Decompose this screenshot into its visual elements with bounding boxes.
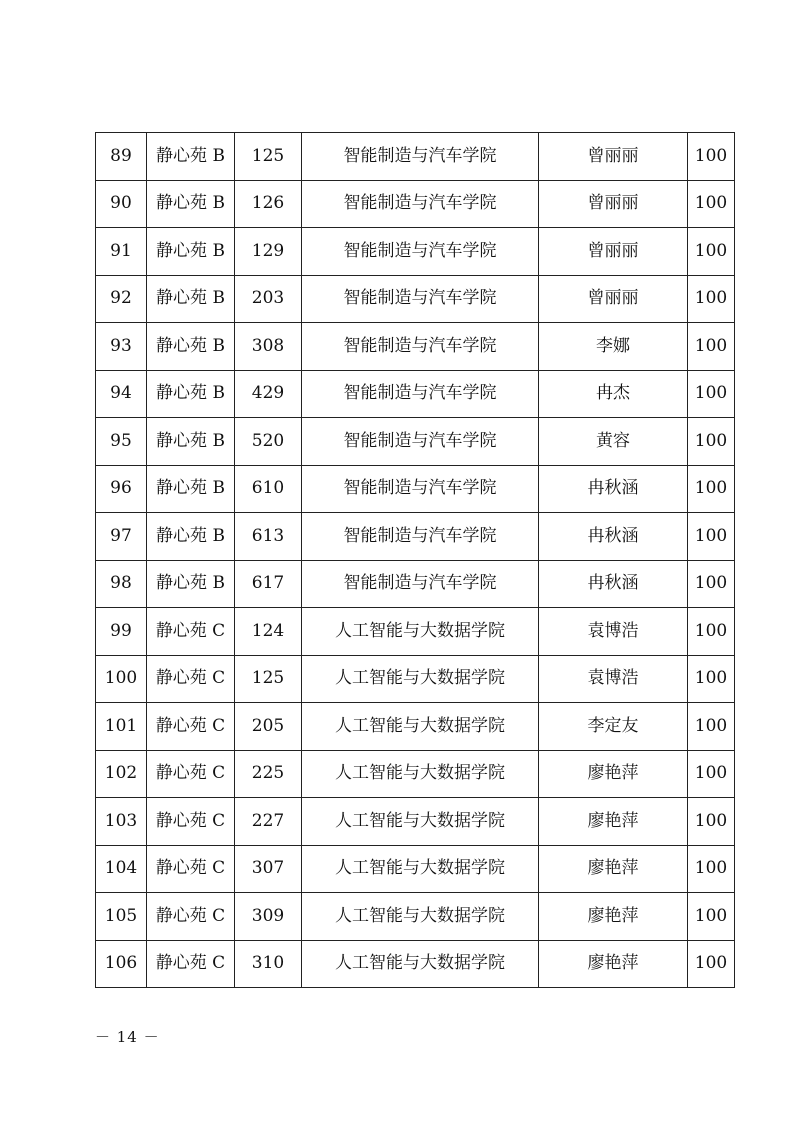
room-number-cell: 203 — [235, 275, 302, 323]
table-row — [96, 465, 735, 513]
row-number-cell: 105 — [96, 893, 147, 941]
teacher-cell: 冉秋涵 — [539, 560, 688, 608]
table-row — [96, 323, 735, 371]
row-number-cell: 106 — [96, 940, 147, 988]
row-number-cell: 93 — [96, 323, 147, 371]
teacher-cell: 李定友 — [539, 703, 688, 751]
table-body — [96, 133, 735, 988]
score-cell: 100 — [688, 275, 735, 323]
college-cell: 智能制造与汽车学院 — [302, 133, 539, 181]
score-cell: 100 — [688, 418, 735, 466]
building-cell: 静心苑 B — [147, 133, 235, 181]
page-number: － 14 － — [95, 1028, 160, 1046]
score-cell: 100 — [688, 845, 735, 893]
college-cell: 人工智能与大数据学院 — [302, 608, 539, 656]
score-cell: 100 — [688, 560, 735, 608]
table-row — [96, 275, 735, 323]
row-number-cell: 101 — [96, 703, 147, 751]
row-number-cell: 94 — [96, 370, 147, 418]
table-row — [96, 940, 735, 988]
college-cell: 人工智能与大数据学院 — [302, 845, 539, 893]
building-cell: 静心苑 C — [147, 798, 235, 846]
room-number-cell: 309 — [235, 893, 302, 941]
score-cell: 100 — [688, 323, 735, 371]
building-cell: 静心苑 B — [147, 370, 235, 418]
room-number-cell: 205 — [235, 703, 302, 751]
room-number-cell: 225 — [235, 750, 302, 798]
table-row — [96, 655, 735, 703]
building-cell: 静心苑 C — [147, 750, 235, 798]
row-number-cell: 103 — [96, 798, 147, 846]
college-cell: 智能制造与汽车学院 — [302, 418, 539, 466]
row-number-cell: 90 — [96, 180, 147, 228]
building-cell: 静心苑 B — [147, 513, 235, 561]
row-number-cell: 89 — [96, 133, 147, 181]
room-number-cell: 124 — [235, 608, 302, 656]
score-cell: 100 — [688, 798, 735, 846]
teacher-cell: 袁博浩 — [539, 655, 688, 703]
teacher-cell: 廖艳萍 — [539, 893, 688, 941]
score-cell: 100 — [688, 655, 735, 703]
score-cell: 100 — [688, 703, 735, 751]
college-cell: 智能制造与汽车学院 — [302, 513, 539, 561]
teacher-cell: 李娜 — [539, 323, 688, 371]
row-number-cell: 91 — [96, 228, 147, 276]
building-cell: 静心苑 C — [147, 703, 235, 751]
table-row — [96, 560, 735, 608]
college-cell: 人工智能与大数据学院 — [302, 940, 539, 988]
college-cell: 人工智能与大数据学院 — [302, 655, 539, 703]
room-number-cell: 126 — [235, 180, 302, 228]
teacher-cell: 廖艳萍 — [539, 845, 688, 893]
teacher-cell: 廖艳萍 — [539, 940, 688, 988]
score-cell: 100 — [688, 133, 735, 181]
teacher-cell: 冉杰 — [539, 370, 688, 418]
teacher-cell: 冉秋涵 — [539, 513, 688, 561]
teacher-cell: 廖艳萍 — [539, 798, 688, 846]
building-cell: 静心苑 B — [147, 228, 235, 276]
room-number-cell: 429 — [235, 370, 302, 418]
table-row — [96, 228, 735, 276]
row-number-cell: 99 — [96, 608, 147, 656]
building-cell: 静心苑 C — [147, 608, 235, 656]
table-row — [96, 893, 735, 941]
score-cell: 100 — [688, 608, 735, 656]
table-row — [96, 608, 735, 656]
building-cell: 静心苑 C — [147, 893, 235, 941]
room-number-cell: 125 — [235, 655, 302, 703]
building-cell: 静心苑 B — [147, 180, 235, 228]
college-cell: 智能制造与汽车学院 — [302, 228, 539, 276]
teacher-cell: 曾丽丽 — [539, 275, 688, 323]
college-cell: 智能制造与汽车学院 — [302, 180, 539, 228]
table-row — [96, 845, 735, 893]
score-cell: 100 — [688, 180, 735, 228]
table-row — [96, 703, 735, 751]
college-cell: 智能制造与汽车学院 — [302, 465, 539, 513]
building-cell: 静心苑 C — [147, 940, 235, 988]
score-cell: 100 — [688, 940, 735, 988]
teacher-cell: 黄容 — [539, 418, 688, 466]
room-number-cell: 610 — [235, 465, 302, 513]
college-cell: 智能制造与汽车学院 — [302, 275, 539, 323]
building-cell: 静心苑 C — [147, 845, 235, 893]
table-row — [96, 133, 735, 181]
teacher-cell: 曾丽丽 — [539, 180, 688, 228]
college-cell: 人工智能与大数据学院 — [302, 750, 539, 798]
building-cell: 静心苑 B — [147, 560, 235, 608]
room-number-cell: 227 — [235, 798, 302, 846]
building-cell: 静心苑 B — [147, 465, 235, 513]
score-cell: 100 — [688, 513, 735, 561]
teacher-cell: 冉秋涵 — [539, 465, 688, 513]
building-cell: 静心苑 B — [147, 275, 235, 323]
college-cell: 智能制造与汽车学院 — [302, 323, 539, 371]
teacher-cell: 曾丽丽 — [539, 133, 688, 181]
score-cell: 100 — [688, 370, 735, 418]
table-row — [96, 798, 735, 846]
college-cell: 人工智能与大数据学院 — [302, 703, 539, 751]
score-cell: 100 — [688, 750, 735, 798]
room-number-cell: 125 — [235, 133, 302, 181]
row-number-cell: 102 — [96, 750, 147, 798]
dormitory-score-table — [95, 132, 735, 988]
building-cell: 静心苑 B — [147, 323, 235, 371]
score-cell: 100 — [688, 893, 735, 941]
room-number-cell: 617 — [235, 560, 302, 608]
table-row — [96, 370, 735, 418]
table-row — [96, 513, 735, 561]
room-number-cell: 520 — [235, 418, 302, 466]
table-row — [96, 418, 735, 466]
room-number-cell: 129 — [235, 228, 302, 276]
room-number-cell: 307 — [235, 845, 302, 893]
row-number-cell: 104 — [96, 845, 147, 893]
teacher-cell: 廖艳萍 — [539, 750, 688, 798]
score-cell: 100 — [688, 465, 735, 513]
teacher-cell: 曾丽丽 — [539, 228, 688, 276]
row-number-cell: 95 — [96, 418, 147, 466]
room-number-cell: 310 — [235, 940, 302, 988]
room-number-cell: 613 — [235, 513, 302, 561]
college-cell: 人工智能与大数据学院 — [302, 893, 539, 941]
building-cell: 静心苑 B — [147, 418, 235, 466]
row-number-cell: 98 — [96, 560, 147, 608]
row-number-cell: 92 — [96, 275, 147, 323]
room-number-cell: 308 — [235, 323, 302, 371]
college-cell: 人工智能与大数据学院 — [302, 798, 539, 846]
score-cell: 100 — [688, 228, 735, 276]
college-cell: 智能制造与汽车学院 — [302, 370, 539, 418]
row-number-cell: 100 — [96, 655, 147, 703]
college-cell: 智能制造与汽车学院 — [302, 560, 539, 608]
table-row — [96, 180, 735, 228]
teacher-cell: 袁博浩 — [539, 608, 688, 656]
building-cell: 静心苑 C — [147, 655, 235, 703]
row-number-cell: 97 — [96, 513, 147, 561]
row-number-cell: 96 — [96, 465, 147, 513]
table-row — [96, 750, 735, 798]
